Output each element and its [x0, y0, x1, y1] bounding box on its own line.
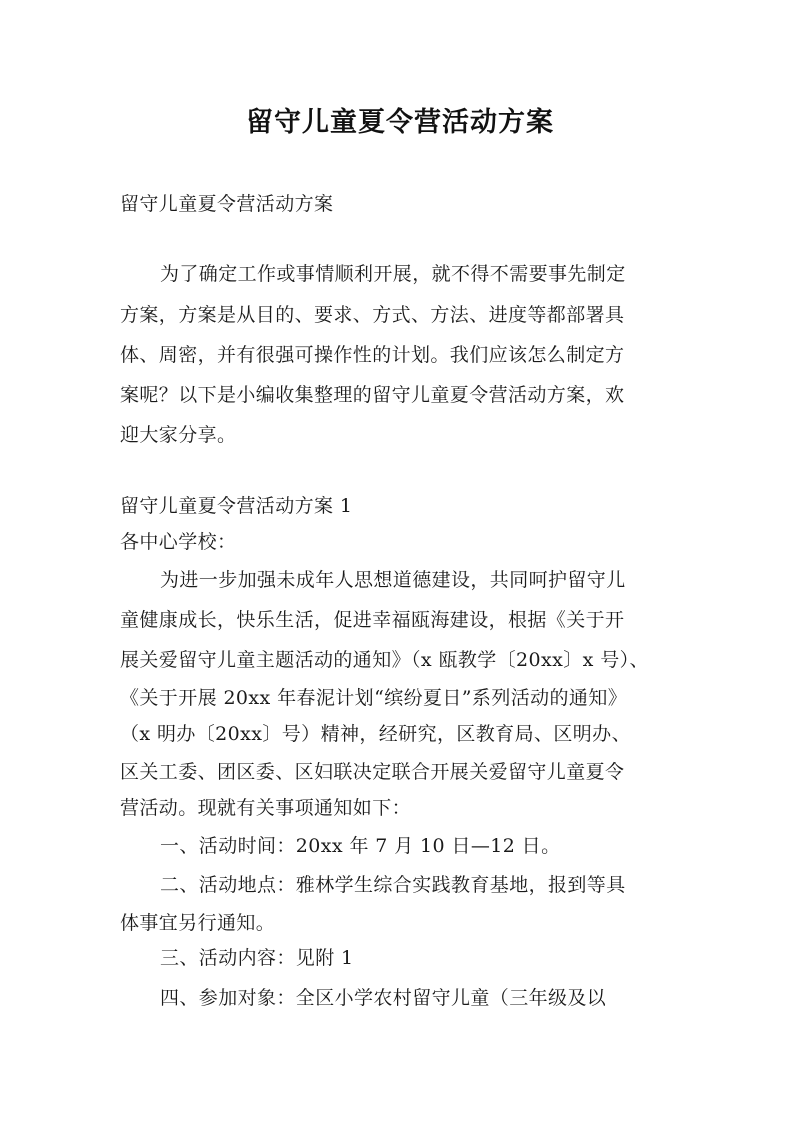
intro-line: 体、周密，并有很强可操作性的计划。我们应该怎么制定方 [120, 344, 625, 366]
salutation: 各中心学校： [120, 531, 237, 553]
list-item: 三、活动内容：见附 1 [160, 947, 354, 969]
body-line: 展关爱留守儿童主题活动的通知》（x 瓯教学〔20xx〕x 号）、 [120, 649, 649, 671]
body-line: 区关工委、团区委、区妇联决定联合开展关爱留守儿童夏令 [120, 761, 625, 783]
intro-line: 案呢？以下是小编收集整理的留守儿童夏令营活动方案，欢 [120, 384, 625, 406]
list-item: 一、活动时间：20xx 年 7 月 10 日—12 日。 [160, 835, 561, 857]
body-line: 营活动。现就有关事项通知如下： [120, 797, 412, 819]
body-line: 《关于开展 20xx 年春泥计划“缤纷夏日”系列活动的通知》 [120, 687, 628, 709]
body-line: （x 明办〔20xx〕号）精神，经研究，区教育局、区明办、 [120, 723, 631, 745]
document-title: 留守儿童夏令营活动方案 [246, 107, 554, 138]
list-item: 体事宜另行通知。 [120, 912, 276, 934]
list-item: 二、活动地点：雅林学生综合实践教育基地，报到等具 [160, 874, 626, 896]
body-line: 童健康成长，快乐生活，促进幸福瓯海建设，根据《关于开 [120, 609, 625, 631]
intro-line: 迎大家分享。 [120, 424, 237, 446]
section-heading: 留守儿童夏令营活动方案 1 [120, 495, 353, 517]
body-line: 为进一步加强未成年人思想道德建设，共同呵护留守儿 [160, 569, 626, 591]
intro-line: 方案，方案是从目的、要求、方式、方法、进度等都部署具 [120, 304, 625, 326]
list-item: 四、参加对象：全区小学农村留守儿童（三年级及以 [160, 987, 607, 1009]
document-subtitle: 留守儿童夏令营活动方案 [120, 193, 334, 215]
intro-line: 为了确定工作或事情顺利开展，就不得不需要事先制定 [160, 263, 626, 285]
